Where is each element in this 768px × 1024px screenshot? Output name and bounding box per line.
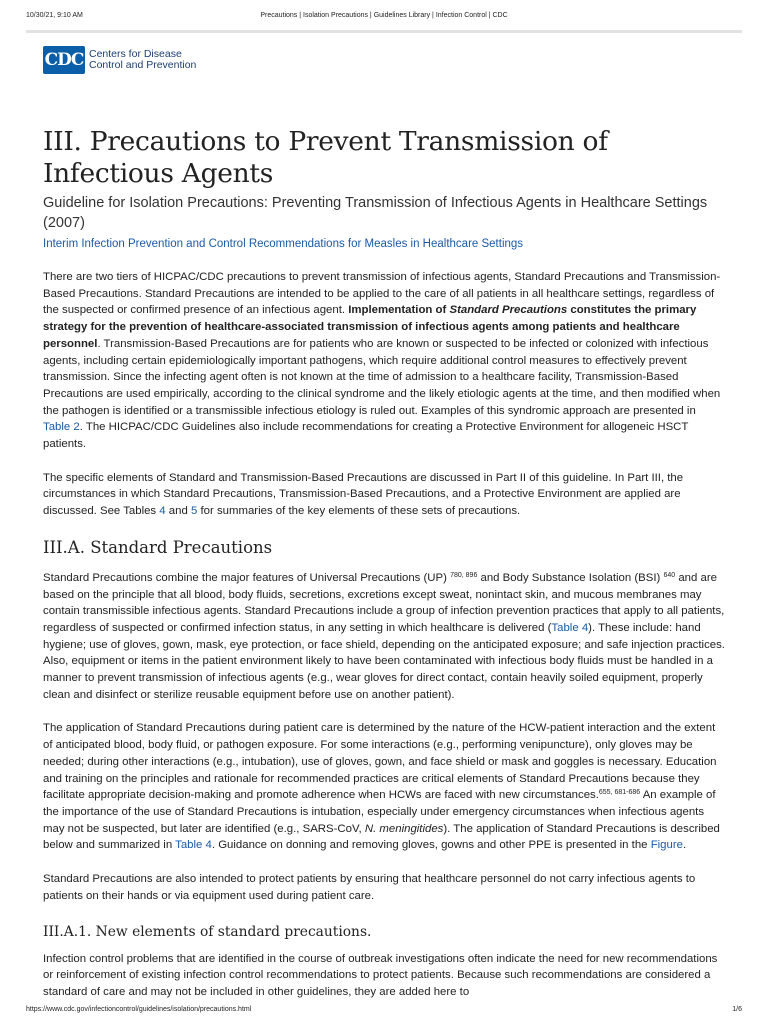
figure-link[interactable]: Figure [650,839,683,852]
text-span: . [682,839,687,852]
page-subtitle: Guideline for Isolation Precautions: Preventing Transmission of Infectious Agents in Healthcare Settings (2007) [43,195,708,231]
table-5-link[interactable]: 5 [190,505,198,518]
cdc-logo-icon: CDC [43,46,85,74]
measles-link-text[interactable]: Interim Infection Prevention and Control Recommendations for Measles in Healthcare Settings [43,238,524,250]
text-span: The specific elements of Standard and Transmission-Based Precautions are discussed in Part II of this guideline. In Part III, the circumstances in which Standard Precautions, Transmission-Based Precautions, and a Protective Environment are applied are discussed. See Tables [43,471,684,518]
text-span: ). The application of Standard Precautions is described below and summarized in [43,822,720,852]
paragraph-elements [43,470,725,520]
paragraph-application [43,720,725,854]
text-span: Standard Precautions combine the major features of Universal Precautions (UP) [43,571,451,584]
logo-line-2: Control and Prevention [89,59,197,71]
main-content [43,126,725,1001]
logo-line-1: Centers for Disease [89,48,182,60]
print-footer [26,1004,742,1016]
paragraph-tiers [43,269,725,453]
citation-superscript: 780, 896 [450,571,478,579]
citation-superscript: 655, 681-686 [598,789,641,797]
italic-term: N. meningitides [364,822,444,835]
text-span: and Body Substance Isolation (BSI) [477,571,664,584]
table-4-link[interactable]: Table 4 [175,839,212,852]
print-datetime: 10/30/21, 9:10 AM [26,12,83,19]
text-span: constitutes the primary strategy for the prevention of healthcare-associated transmission of infectious agents among patients and healthcare personnel [43,304,697,350]
text-span: for summaries of the key elements of these sets of precautions. [197,505,521,518]
text-span: and [165,505,191,518]
paragraph-protect-patients: Standard Precautions are also intended to protect patients by ensuring that healthcare personnel do not carry infectious agents to patients on their hands or via equipment used during patient care. [43,873,696,902]
paragraph-infection-control-problems: Infection control problems that are identified in the course of outbreak investigations often indicate the need for new recommendations or reinforcement of existing infection control recommendations to protect patients. Because such recommendations are considered a standard of care and may not be included in other guidelines, they are added here to [43,952,718,998]
text-span: . Transmission-Based Precautions are for patients who are known or suspected to be infected or colonized with infectious agents, including certain epidemiologically important pathogens, which require additional control measures to effectively prevent transmission. Since the infecting agent often is not known at the time of admission to a healthcare facility, Transmission-Based Precautions are used empirically, according to the clinical syndrome and the likely etiologic agents at the time, and then modified when the pathogen is identified or a transmissible infectious etiology is ruled out. Examples of this syndromic approach are presented in [43,337,721,417]
table-4-link[interactable]: 4 [159,505,166,518]
table-4-link[interactable]: Table 4 [551,621,589,634]
print-header [26,12,742,24]
paragraph-standard-precautions [43,570,725,704]
measles-recommendations-link[interactable] [43,236,725,252]
header-divider [26,30,742,33]
print-url: https://www.cdc.gov/infectioncontrol/guidelines/isolation/precautions.html [26,1006,252,1013]
text-span: . The HICPAC/CDC Guidelines also include recommendations for creating a Protective Environment for allogeneic HSCT patients. [43,421,689,451]
text-span: ). These include: hand hygiene; use of gloves, gown, mask, eye protection, or face shield, depending on the anticipated exposure; and safe injection practices. Also, equipment or items in the patient environment likely to have been contaminated with infectious body fluids must be handled in a manner to prevent transmission of infectious agents (e.g., wear gloves for direct contact, contain heavily soiled equipment, properly clean and disinfect or sterilize reusable equipment before use on another patient). [43,621,725,701]
page-title: III. Precautions to Prevent Transmission of Infectious Agents [43,126,608,189]
text-span: . Guidance on donning and removing gloves, gowns and other PPE is presented in the [211,839,651,852]
text-span: An example of the importance of the use of Standard Precautions is intubation, especially under emergency circumstances when infectious agents may not be suspected, but later are identified (e.g., SARS-CoV, [43,789,716,835]
section-heading-standard-precautions: III.A. Standard Precautions [43,537,273,557]
text-span: There are two tiers of HICPAC/CDC precautions to prevent transmission of infectious agents, Standard Precautions and Transmission-Based Precautions. Standard Precautions are intended to be applied to the care of all patients in all healthcare settings, regardless of the suspected or confirmed presence of an infectious agent. [43,271,721,317]
cdc-logo-text [89,49,196,71]
text-span: and are based on the principle that all blood, body fluids, secretions, excretions except sweat, nonintact skin, and mucous membranes may contain transmissible infectious agents. Standard Precautions include a group of infection prevention practices that apply to all patients, regardless of suspected or confirmed infection status, in any setting in which healthcare is delivered ( [43,571,725,634]
cdc-logo[interactable] [43,45,196,75]
text-span: The application of Standard Precautions during patient care is determined by the nature of the HCW-patient interaction and the extent of anticipated blood, body fluid, or pathogen exposure. For some interactions (e.g., performing venipuncture), only gloves may be needed; during other interactions (e.g., intubation), use of gloves, gown, and face shield or mask and goggles is necessary. Education and training on the principles and rationale for recommended practices are critical elements of Standard Precautions because they facilitate appropriate decision-making and promote adherence when HCWs are faced with new circumstances. [43,722,717,802]
print-page-title: Precautions | Isolation Precautions | Guidelines Library | Infection Control | CDC [260,12,508,19]
italic-term: Standard Precautions [449,304,568,317]
table-2-link[interactable]: Table 2 [43,421,80,434]
print-page-number: 1/6 [732,1006,742,1013]
text-span: Implementation of [348,304,450,317]
section-heading-new-elements: III.A.1. New elements of standard precautions. [43,923,372,940]
citation-superscript: 640 [663,571,676,579]
